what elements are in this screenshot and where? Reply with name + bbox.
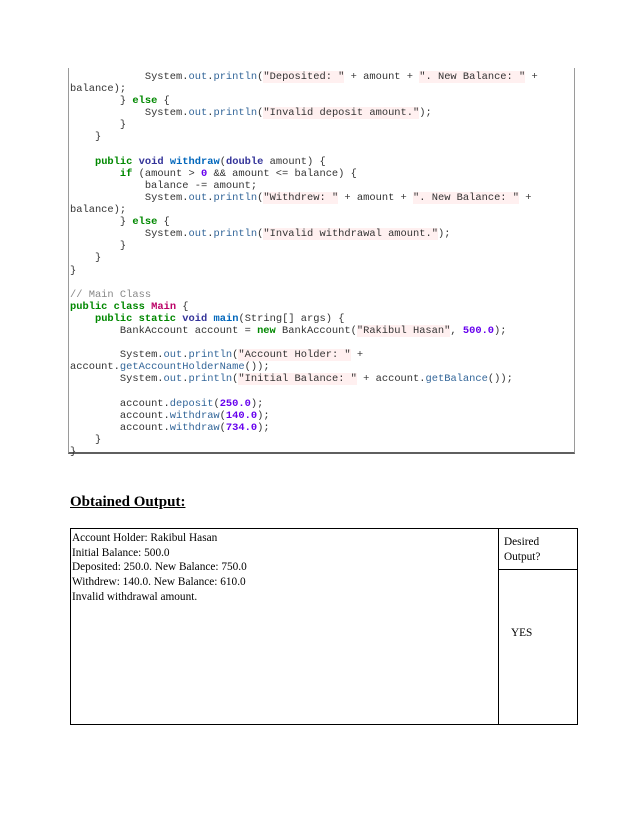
code-line	[70, 265, 538, 277]
code-line	[70, 325, 538, 337]
code-line	[70, 83, 538, 95]
code-line	[70, 410, 538, 422]
code-token: }	[70, 433, 102, 446]
code-token: "Rakibul Hasan"	[356, 324, 451, 337]
code-token: balance -= amount;	[70, 179, 258, 192]
code-token: .	[207, 228, 214, 241]
code-token	[70, 71, 145, 83]
desired-output-value-cell	[499, 570, 577, 724]
code-token: Main	[151, 300, 177, 313]
code-line	[70, 434, 538, 446]
code-line	[70, 107, 538, 119]
code-token: static	[138, 312, 177, 325]
code-token: out	[188, 228, 208, 241]
code-line	[70, 373, 538, 385]
code-token: (amount >	[132, 167, 201, 180]
output-line: Invalid withdrawal amount.	[72, 590, 198, 603]
code-token: );	[419, 107, 432, 120]
desired-output-label: Desired	[504, 536, 540, 548]
code-line	[70, 361, 538, 373]
code-line	[70, 240, 538, 252]
code-token: (	[219, 409, 226, 422]
code-token: (	[257, 107, 264, 120]
code-token: else	[132, 216, 158, 229]
code-token: }	[70, 445, 77, 458]
code-line	[70, 131, 538, 143]
code-token	[70, 313, 95, 325]
code-line	[70, 119, 538, 131]
output-line: Deposited: 250.0. New Balance: 750.0	[72, 561, 247, 574]
code-token: (	[219, 421, 226, 434]
code-token: out	[188, 107, 208, 120]
code-token: }	[70, 240, 127, 253]
code-token: );	[437, 228, 451, 241]
code-line	[70, 144, 538, 156]
code-token: .	[207, 71, 214, 83]
code-token: account.	[119, 421, 170, 434]
code-token: void	[182, 312, 208, 325]
code-line	[70, 337, 538, 349]
desired-output-header-cell	[499, 529, 577, 570]
code-token: System.	[144, 228, 189, 241]
code-token: withdraw	[169, 421, 220, 434]
code-line	[70, 349, 538, 361]
code-line	[70, 385, 538, 397]
code-token: balance);	[70, 83, 127, 96]
code-token: }	[70, 252, 102, 265]
code-token: );	[257, 409, 270, 422]
code-line	[70, 180, 538, 192]
output-line: Withdrew: 140.0. New Balance: 610.0	[72, 576, 246, 589]
code-token: BankAccount account =	[70, 324, 258, 337]
code-listing-box	[68, 68, 575, 458]
code-token: 250.0	[219, 397, 251, 410]
code-token: 0	[200, 167, 208, 180]
code-token	[70, 398, 120, 410]
code-token: }	[70, 216, 133, 229]
code-token: println	[188, 373, 233, 386]
code-token: out	[188, 71, 208, 83]
code-token: "Withdrew: "	[263, 191, 339, 204]
desired-output-label: Output?	[504, 551, 541, 563]
code-line	[70, 277, 538, 289]
code-token: balance);	[70, 204, 127, 217]
code-token: getAccountHolderName	[119, 361, 245, 374]
code-token: 734.0	[225, 421, 258, 434]
code-listing	[70, 71, 538, 458]
code-token: println	[213, 228, 258, 241]
code-token: deposit	[169, 397, 214, 410]
code-token: account.	[119, 397, 170, 410]
output-table	[70, 528, 578, 725]
code-token: System.	[144, 71, 189, 83]
code-token: ". New Balance: "	[419, 71, 526, 83]
code-token: ());	[244, 361, 270, 374]
code-token: "Initial Balance: "	[238, 373, 357, 386]
code-line	[70, 398, 538, 410]
code-token: // Main Class	[70, 288, 152, 301]
output-line: Account Holder: Rakibul Hasan	[72, 532, 218, 544]
code-line	[70, 216, 538, 228]
code-token: System.	[144, 107, 189, 120]
code-token: else	[132, 95, 158, 108]
code-line	[70, 228, 538, 240]
code-token: }	[70, 119, 127, 132]
code-token: println	[213, 107, 258, 120]
code-token: "Invalid withdrawal amount."	[263, 228, 438, 241]
code-token: println	[188, 349, 233, 362]
code-token: }	[70, 131, 102, 144]
code-token: (	[213, 397, 220, 410]
code-line	[70, 168, 538, 180]
code-token: println	[213, 191, 258, 204]
code-token: void	[138, 155, 164, 168]
code-line	[70, 313, 538, 325]
code-token: println	[213, 71, 258, 83]
code-token: "Invalid deposit amount."	[263, 107, 420, 120]
code-token: double	[225, 155, 264, 168]
code-token	[70, 156, 95, 168]
code-token: 140.0	[225, 409, 258, 422]
code-token: {	[176, 300, 189, 313]
code-token: "Deposited: "	[263, 71, 345, 83]
code-token: account.	[119, 409, 170, 422]
code-line	[70, 252, 538, 264]
code-token: out	[188, 191, 208, 204]
code-token: 500.0	[462, 324, 495, 337]
code-token: withdraw	[169, 409, 220, 422]
code-line	[70, 192, 538, 204]
code-token: +	[350, 349, 364, 362]
code-token: out	[163, 373, 183, 386]
output-text-cell	[71, 529, 499, 724]
code-token: account.	[70, 361, 120, 374]
code-token: System.	[119, 373, 164, 386]
code-token: .	[207, 191, 214, 204]
code-token	[70, 422, 120, 434]
code-token: (	[257, 71, 264, 83]
code-token	[70, 373, 120, 385]
desired-output-value: YES	[511, 627, 533, 639]
code-token: new	[257, 324, 276, 337]
code-token	[70, 107, 145, 119]
code-token	[70, 168, 120, 180]
code-token: + amount +	[344, 71, 420, 83]
code-line	[70, 95, 538, 107]
code-token	[70, 192, 145, 204]
code-token: class	[113, 300, 145, 313]
code-token: && amount <= balance) {	[207, 167, 357, 180]
code-token	[70, 228, 145, 240]
code-token: }	[70, 95, 133, 108]
code-token	[70, 349, 120, 361]
code-token: .	[182, 349, 189, 362]
code-token: System.	[119, 349, 164, 362]
code-line	[70, 446, 538, 458]
code-token: public	[94, 312, 133, 325]
code-token	[70, 410, 120, 422]
code-line	[70, 156, 538, 168]
code-token: amount) {	[263, 155, 326, 168]
code-token: .	[182, 373, 189, 386]
code-line	[70, 71, 538, 83]
obtained-output-heading: Obtained Output:	[70, 494, 186, 510]
code-token: main	[213, 312, 239, 325]
code-token: +	[525, 71, 538, 83]
code-token: public	[94, 155, 133, 168]
code-token: BankAccount(	[275, 324, 357, 337]
code-token: +	[519, 191, 532, 204]
code-token: (	[232, 373, 239, 386]
output-line: Initial Balance: 500.0	[72, 546, 170, 559]
code-token: public	[70, 300, 108, 313]
code-token: System.	[144, 191, 189, 204]
code-token: {	[157, 216, 170, 229]
code-token: withdraw	[169, 155, 220, 168]
code-token: ());	[487, 373, 513, 386]
code-token: + account.	[356, 373, 426, 386]
code-token: getBalance	[425, 373, 488, 386]
code-token: .	[207, 107, 214, 120]
code-token: );	[250, 397, 264, 410]
code-token: ". New Balance: "	[413, 191, 520, 204]
code-line	[70, 289, 538, 301]
code-token: (	[232, 349, 239, 362]
code-token: (String[] args) {	[238, 312, 345, 325]
code-token: out	[163, 349, 183, 362]
code-token: if	[119, 167, 133, 180]
code-token: "Account Holder: "	[238, 349, 351, 362]
code-token: + amount +	[338, 191, 414, 204]
code-token: {	[157, 95, 170, 108]
code-line	[70, 422, 538, 434]
code-line	[70, 301, 538, 313]
code-token: (	[257, 191, 264, 204]
code-token: ,	[450, 324, 463, 337]
code-line	[70, 204, 538, 216]
code-token: );	[494, 324, 507, 337]
code-token: (	[219, 155, 226, 168]
code-token: );	[257, 421, 270, 434]
code-token: }	[70, 264, 77, 277]
code-token: (	[257, 228, 264, 241]
